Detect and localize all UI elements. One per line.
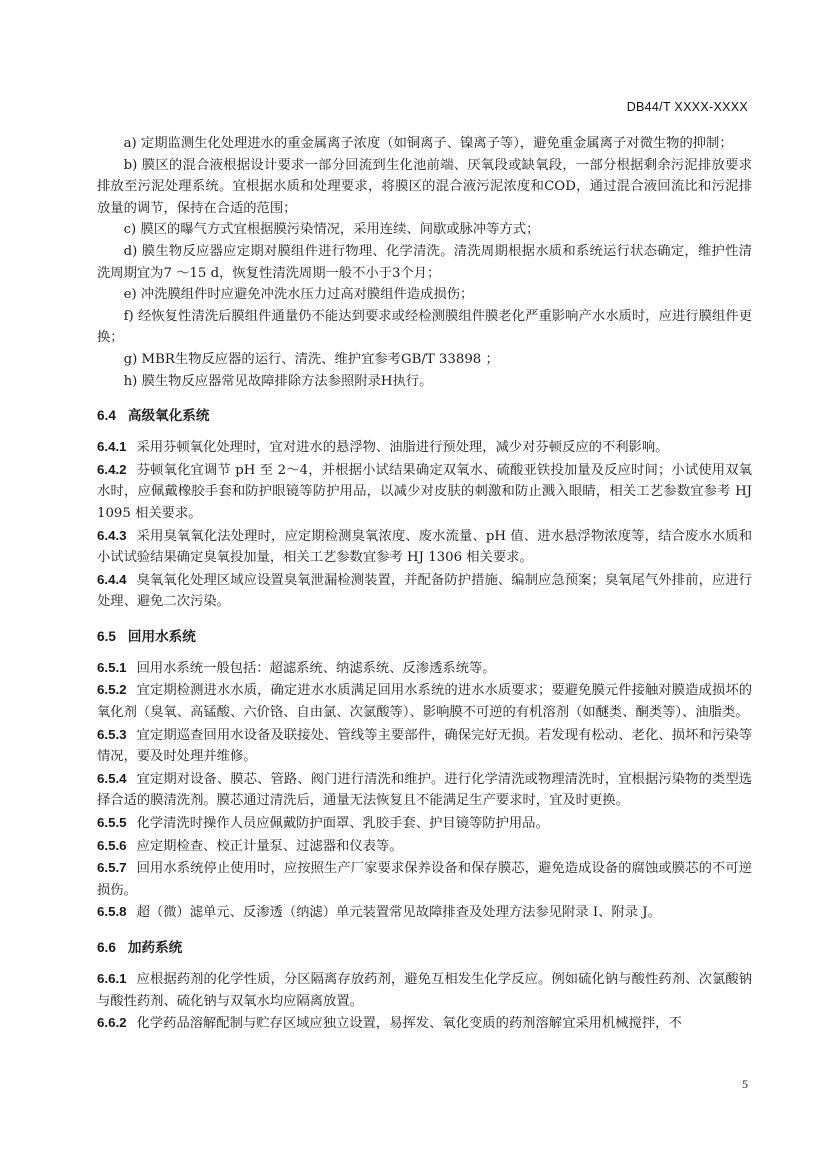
clause-number: 6.5.2 bbox=[97, 682, 127, 698]
clause-text: 应定期检查、校正计量泵、过滤器和仪表等。 bbox=[136, 838, 403, 854]
clause-number: 6.6.2 bbox=[97, 1015, 127, 1031]
clause bbox=[97, 459, 752, 525]
section-title: 高级氧化系统 bbox=[127, 408, 210, 424]
clause-text: 宜定期对设备、膜芯、管路、阀门进行清洗和维护。进行化学清洗或物理清洗时，宜根据污染物的类型选择合适的膜清洗剂。膜芯通过清洗后，通量无法恢复且不能满足生产要求时，宜及时更换。 bbox=[97, 771, 752, 809]
document-code-header: DB44/T XXXX-XXXX bbox=[626, 100, 748, 114]
clause bbox=[97, 525, 752, 569]
clause-text: 芬顿氧化宜调节 pH 至 2～4，并根据小试结果确定双氧水、硫酸亚铁投加量及反应时间；小试使用双氧水时，应佩戴橡胶手套和防护眼镜等防护用品，以减少对皮肤的刺激和防止溅入眼睛，相关工艺参数宜参考 HJ 1095 相关要求。 bbox=[97, 462, 752, 521]
section-number: 6.5 bbox=[97, 628, 116, 644]
clause-number: 6.5.5 bbox=[97, 815, 127, 831]
clause-number: 6.6.1 bbox=[97, 971, 127, 986]
clause bbox=[97, 679, 752, 723]
clause-text: 采用臭氧氧化法处理时，应定期检测臭氧浓度、废水流量、pH 值、进水悬浮物浓度等，结合废水水质和小试试验结果确定臭氧投加量，相关工艺参数宜参考 HJ 1306 相关要求。 bbox=[97, 528, 752, 566]
list-item: d) 膜生物反应器应定期对膜组件进行物理、化学清洗。清洗周期根据水质和系统运行状态确定，维护性清洗周期宜为7 ～15 d，恢复性清洗周期一般不小于3个月； bbox=[97, 243, 752, 281]
page-number: 5 bbox=[742, 1077, 748, 1091]
clause bbox=[97, 901, 752, 924]
clause-text: 化学清洗时操作人员应佩戴防护面罩、乳胶手套、护目镜等防护用品。 bbox=[136, 816, 549, 832]
list-item: e) 冲洗膜组件时应避免冲洗水压力过高对膜组件造成损伤； bbox=[123, 287, 474, 303]
clause-text: 回用水系统一般包括：超滤系统、纳滤系统、反渗透系统等。 bbox=[136, 660, 496, 676]
section-title: 回用水系统 bbox=[127, 628, 196, 644]
list-item: g) MBR生物反应器的运行、清洗、维护宜参考GB/T 33898 ； bbox=[123, 351, 499, 367]
clause bbox=[97, 724, 752, 768]
list-item: b) 膜区的混合液根据设计要求一部分回流到生化池前端、厌氧段或缺氧段，一部分根据剩余污泥排放要求排放至污泥处理系统。宜根据水质和处理要求，将膜区的混合液污泥浓度和COD，通过混合液回流比和污泥排放量的调节，保持在合适的范围； bbox=[97, 157, 752, 216]
section-heading bbox=[97, 405, 752, 426]
clause-number: 6.5.6 bbox=[97, 837, 127, 853]
section-number: 6.4 bbox=[97, 408, 116, 424]
list-item: f) 经恢复性清洗后膜组件通量仍不能达到要求或经检测膜组件膜老化严重影响产水水质时，应进行膜组件更换； bbox=[97, 308, 752, 346]
clause-text: 采用芬顿氧化处理时，宜对进水的悬浮物、油脂进行预处理，减少对芬顿反应的不利影响。 bbox=[136, 440, 669, 456]
clause bbox=[97, 569, 752, 613]
clause-text: 臭氧氧化处理区域应设置臭氧泄漏检测装置，并配备防护措施、编制应急预案；臭氧尾气外排前，应进行处理、避免二次污染。 bbox=[97, 572, 752, 610]
clause-number: 6.4.4 bbox=[97, 571, 127, 587]
clause-number: 6.4.3 bbox=[97, 527, 127, 543]
clause bbox=[97, 857, 752, 901]
clause-number: 6.5.4 bbox=[97, 770, 127, 786]
clause-text: 应根据药剂的化学性质，分区隔离存放药剂，避免互相发生化学反应。例如硫化钠与酸性药剂、次氯酸钠与酸性药剂、硫化钠与双氧水均应隔离放置。 bbox=[97, 972, 752, 1009]
clause-number: 6.5.8 bbox=[97, 904, 127, 920]
clause-number: 6.4.1 bbox=[97, 439, 127, 455]
clause-number: 6.5.1 bbox=[97, 659, 127, 675]
section-heading bbox=[97, 626, 752, 647]
section-number: 6.6 bbox=[97, 940, 116, 955]
section-title: 加药系统 bbox=[127, 940, 183, 955]
clause-number: 6.4.2 bbox=[97, 461, 127, 477]
section-heading bbox=[97, 937, 752, 958]
clause bbox=[97, 1012, 752, 1035]
page-content bbox=[97, 133, 752, 1035]
clause-text: 超（微）滤单元、反渗透（纳滤）单元装置常见故障排查及处理方法参见附录 I、附录 J。 bbox=[136, 905, 661, 921]
list-item: a) 定期监测生化处理进水的重金属离子浓度（如铜离子、镍离子等），避免重金属离子对微生物的抑制； bbox=[123, 136, 733, 151]
clause bbox=[97, 657, 752, 680]
clause bbox=[97, 768, 752, 812]
clause-text: 回用水系统停止使用时，应按照生产厂家要求保养设备和保存膜芯，避免造成设备的腐蚀或膜芯的不可逆损伤。 bbox=[97, 861, 752, 898]
clause-text: 宜定期巡查回用水设备及联接处、管线等主要部件，确保完好无损。若发现有松动、老化、损坏和污染等情况，要及时处理并维修。 bbox=[97, 727, 752, 765]
clause bbox=[97, 968, 752, 1012]
clause bbox=[97, 436, 752, 459]
clause-number: 6.5.3 bbox=[97, 726, 127, 742]
clause-number: 6.5.7 bbox=[97, 860, 127, 876]
clause bbox=[97, 835, 752, 858]
clause-text: 化学药品溶解配制与贮存区域应独立设置，易挥发、氧化变质的药剂溶解宜采用机械搅拌，不 bbox=[136, 1016, 682, 1032]
list-item: c) 膜区的曝气方式宜根据膜污染情况，采用连续、间歇或脉冲等方式； bbox=[123, 222, 540, 238]
clause-text: 宜定期检测进水水质，确定进水水质满足回用水系统的进水水质要求；要避免膜元件接触对膜造成损坏的氧化剂（臭氧、高锰酸、六价铬、自由氯、次氯酸等）、影响膜不可逆的有机溶剂（如醚类、酮类等）、油脂类。 bbox=[97, 683, 752, 721]
list-item: h) 膜生物反应器常见故障排除方法参照附录H执行。 bbox=[123, 373, 433, 389]
clause bbox=[97, 812, 752, 835]
